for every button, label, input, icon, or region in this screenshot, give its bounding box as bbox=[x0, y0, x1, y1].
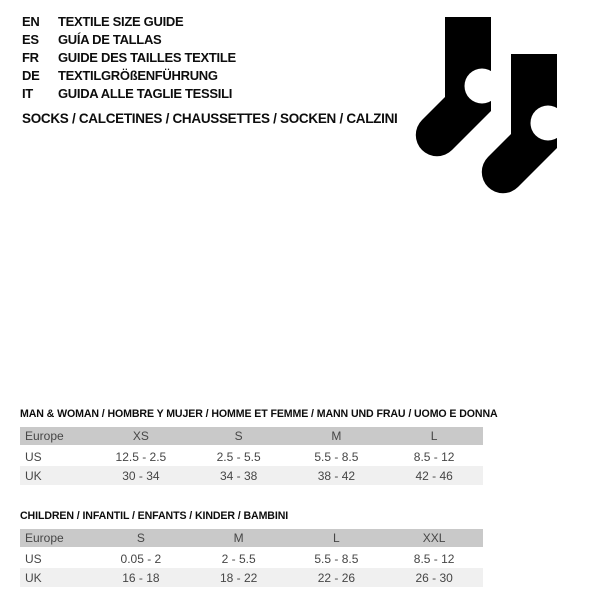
table-title: MAN & WOMAN / HOMBRE Y MUJER / HOMME ET FEMME / MANN UND FRAU / UOMO E DONNA bbox=[20, 408, 498, 420]
language-label: TEXTILE SIZE GUIDE bbox=[58, 13, 184, 29]
size-cell: 8.5 - 12 bbox=[413, 449, 455, 464]
language-row bbox=[22, 66, 397, 84]
table-row bbox=[20, 446, 483, 466]
socks-icon bbox=[403, 14, 563, 199]
size-cell: 12.5 - 2.5 bbox=[115, 449, 167, 464]
language-code: DE bbox=[22, 67, 40, 83]
table-header-row bbox=[20, 529, 483, 548]
table-row bbox=[20, 568, 483, 587]
language-row bbox=[22, 30, 397, 48]
column-header: Europe bbox=[20, 529, 92, 548]
region-cell: US bbox=[25, 449, 42, 464]
size-cell: 34 - 38 bbox=[219, 468, 258, 483]
language-code: FR bbox=[22, 49, 39, 65]
language-row bbox=[22, 12, 397, 30]
column-header: XXL bbox=[385, 529, 483, 548]
column-header: M bbox=[190, 529, 288, 548]
size-cell: 18 - 22 bbox=[219, 570, 258, 585]
region-cell: UK bbox=[25, 570, 42, 585]
language-code: ES bbox=[22, 31, 39, 47]
size-cell: 5.5 - 8.5 bbox=[314, 551, 359, 566]
language-label: GUIDE DES TAILLES TEXTILE bbox=[58, 49, 236, 65]
size-table-man-woman bbox=[20, 407, 498, 485]
size-cell: 30 - 34 bbox=[122, 468, 160, 483]
language-code: EN bbox=[22, 13, 40, 29]
table-header-row bbox=[20, 427, 483, 446]
size-table bbox=[20, 427, 483, 485]
size-table bbox=[20, 529, 483, 587]
language-label: TEXTILGRÖßENFÜHRUNG bbox=[58, 67, 218, 83]
column-header: Europe bbox=[20, 427, 92, 446]
column-header: M bbox=[288, 427, 386, 446]
size-cell: 2.5 - 5.5 bbox=[216, 449, 261, 464]
region-cell: US bbox=[25, 551, 42, 566]
region-cell: UK bbox=[25, 468, 42, 483]
size-cell: 26 - 30 bbox=[415, 570, 453, 585]
socks-icon-svg bbox=[403, 14, 563, 199]
table-row bbox=[20, 548, 483, 568]
size-cell: 16 - 18 bbox=[122, 570, 160, 585]
size-cell: 8.5 - 12 bbox=[413, 551, 455, 566]
column-header: L bbox=[385, 427, 483, 446]
table-row bbox=[20, 466, 483, 485]
column-header: S bbox=[92, 529, 190, 548]
size-cell: 2 - 5.5 bbox=[221, 551, 256, 566]
size-table-children bbox=[20, 509, 483, 587]
language-row bbox=[22, 84, 397, 102]
language-code: IT bbox=[22, 85, 33, 101]
size-cell: 38 - 42 bbox=[317, 468, 356, 483]
column-header: S bbox=[190, 427, 288, 446]
size-cell: 42 - 46 bbox=[415, 468, 453, 483]
language-label: GUÍA DE TALLAS bbox=[58, 31, 162, 47]
size-guide-header bbox=[22, 12, 397, 126]
size-cell: 22 - 26 bbox=[317, 570, 356, 585]
size-cell: 5.5 - 8.5 bbox=[314, 449, 359, 464]
category-title: SOCKS / CALCETINES / CHAUSSETTES / SOCKEN / CALZINI bbox=[22, 111, 398, 126]
language-row bbox=[22, 48, 397, 66]
column-header: XS bbox=[92, 427, 190, 446]
size-cell: 0.05 - 2 bbox=[120, 551, 162, 566]
table-title: CHILDREN / INFANTIL / ENFANTS / KINDER / BAMBINI bbox=[20, 510, 289, 522]
language-label: GUIDA ALLE TAGLIE TESSILI bbox=[58, 85, 233, 101]
column-header: L bbox=[288, 529, 386, 548]
